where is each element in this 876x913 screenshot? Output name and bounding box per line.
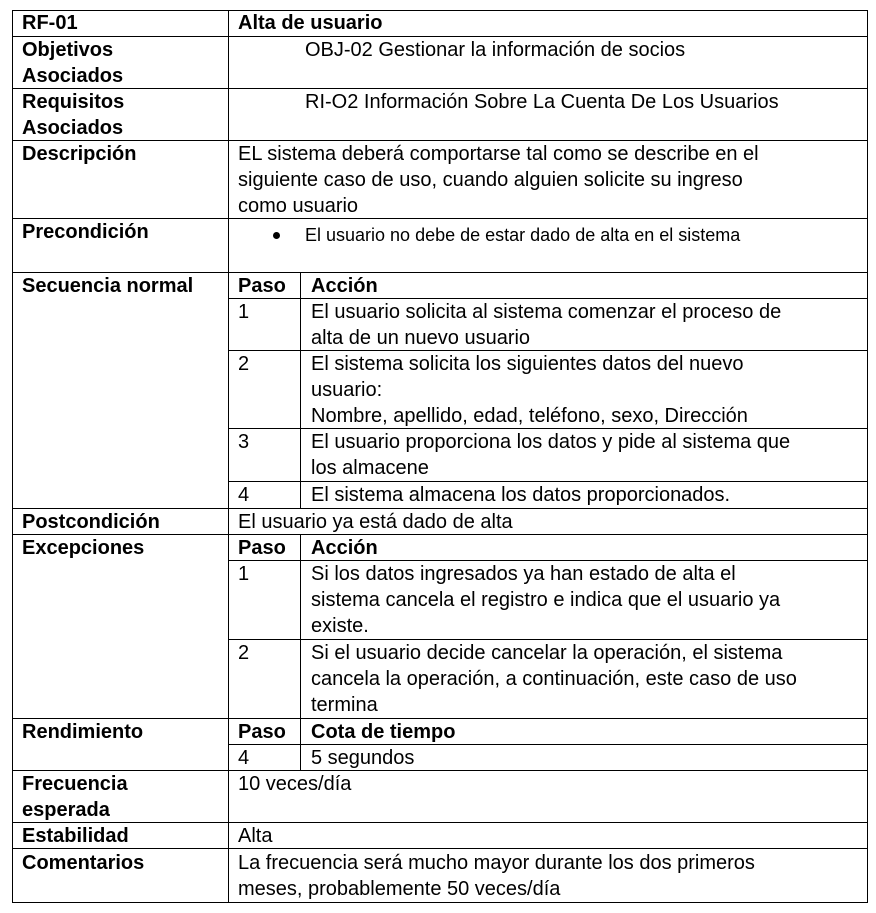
descripcion-line: como usuario (238, 195, 359, 217)
precondicion-bullet-text: El usuario no debe de estar dado de alta en el sistema (305, 225, 741, 245)
frecuencia-value: 10 veces/día (238, 773, 352, 795)
objetivos-label-line1: Objetivos (22, 39, 114, 61)
descripcion-label: Descripción (22, 143, 137, 165)
excepciones-col-paso: Paso (238, 537, 286, 559)
excepciones-accion-line: existe. (311, 615, 369, 637)
comentarios-label: Comentarios (22, 852, 145, 874)
rendimiento-col-paso: Paso (238, 721, 286, 743)
objetivos-label-line2: Asociados (22, 65, 124, 87)
requirement-id: RF-01 (22, 12, 78, 34)
descripcion-line: siguiente caso de uso, cuando alguien solicite su ingreso (238, 169, 743, 191)
postcondicion-label: Postcondición (22, 511, 160, 533)
excepciones-accion-line: cancela la operación, a continuación, este caso de uso (311, 668, 797, 690)
frecuencia-label-line2: esperada (22, 799, 110, 821)
secuencia-paso: 4 (238, 484, 250, 506)
secuencia-accion-line: alta de un nuevo usuario (311, 327, 531, 349)
secuencia-accion-line: El sistema almacena los datos proporcionados. (311, 484, 731, 506)
secuencia-paso: 2 (238, 353, 250, 375)
rendimiento-paso: 4 (238, 747, 250, 769)
objetivos-value: OBJ-02 Gestionar la información de socios (305, 39, 686, 61)
postcondicion-value: El usuario ya está dado de alta (238, 511, 513, 533)
secuencia-accion-line: Nombre, apellido, edad, teléfono, sexo, Dirección (311, 405, 748, 427)
descripcion-line: EL sistema deberá comportarse tal como se describe en el (238, 143, 759, 165)
comentarios-line: La frecuencia será mucho mayor durante los dos primeros (238, 852, 755, 874)
secuencia-paso: 3 (238, 431, 250, 453)
excepciones-label: Excepciones (22, 537, 145, 559)
secuencia-accion-line: los almacene (311, 457, 429, 479)
secuencia-accion-line: El sistema solicita los siguientes datos del nuevo (311, 353, 744, 375)
excepciones-paso: 1 (238, 563, 250, 585)
requisitos-value: RI-O2 Información Sobre La Cuenta De Los Usuarios (305, 91, 779, 113)
secuencia-accion-line: El usuario proporciona los datos y pide al sistema que (311, 431, 791, 453)
bullet-icon (273, 232, 280, 239)
secuencia-accion-line: usuario: (311, 379, 383, 401)
secuencia-label: Secuencia normal (22, 275, 194, 297)
secuencia-col-paso: Paso (238, 275, 286, 297)
rendimiento-label: Rendimiento (22, 721, 144, 743)
requirement-title: Alta de usuario (238, 12, 383, 34)
excepciones-col-accion: Acción (311, 537, 378, 559)
estabilidad-value: Alta (238, 825, 273, 847)
excepciones-accion-line: Si los datos ingresados ya han estado de alta el (311, 563, 736, 585)
requisitos-label-line1: Requisitos (22, 91, 125, 113)
precondicion-label: Precondición (22, 221, 149, 243)
frecuencia-label-line1: Frecuencia (22, 773, 128, 795)
rendimiento-col-cota: Cota de tiempo (311, 721, 456, 743)
rendimiento-cota: 5 segundos (311, 747, 415, 769)
excepciones-accion-line: termina (311, 694, 378, 716)
secuencia-col-accion: Acción (311, 275, 378, 297)
excepciones-accion-line: sistema cancela el registro e indica que el usuario ya (311, 589, 781, 611)
excepciones-accion-line: Si el usuario decide cancelar la operación, el sistema (311, 642, 783, 664)
excepciones-paso: 2 (238, 642, 250, 664)
requisitos-label-line2: Asociados (22, 117, 124, 139)
estabilidad-label: Estabilidad (22, 825, 129, 847)
secuencia-paso: 1 (238, 301, 250, 323)
secuencia-accion-line: El usuario solicita al sistema comenzar el proceso de (311, 301, 782, 323)
comentarios-line: meses, probablemente 50 veces/día (238, 878, 561, 900)
